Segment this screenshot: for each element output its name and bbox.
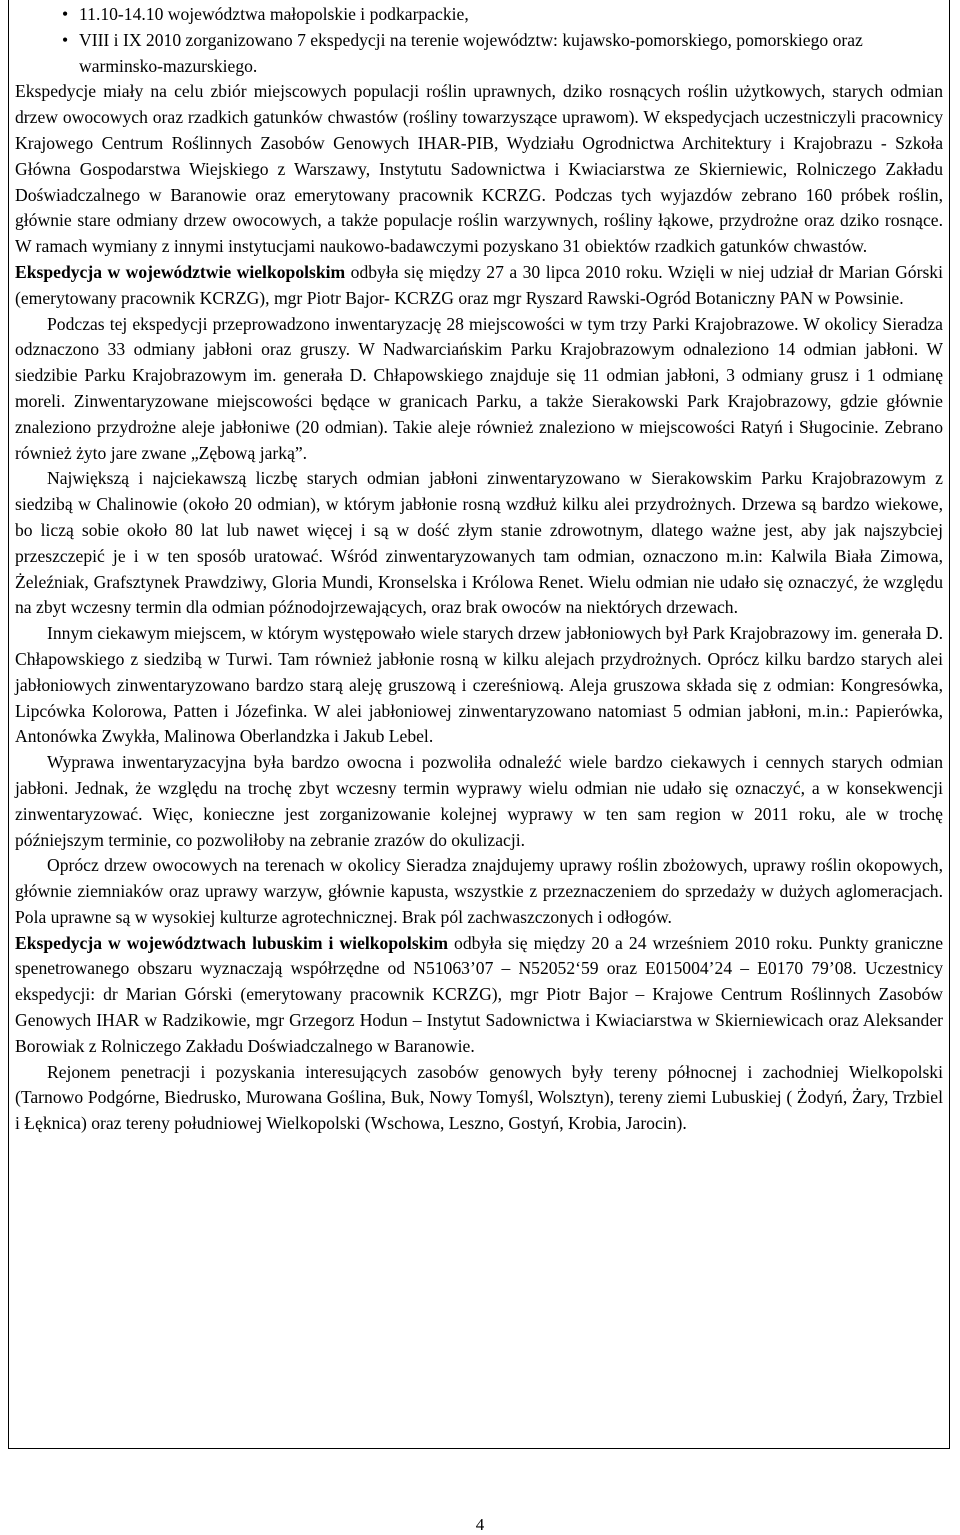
page-number: 4 (475, 1515, 485, 1534)
document-body (15, 2, 943, 1137)
paragraph-inventory: Podczas tej ekspedycji przeprowadzono inwentaryzację 28 miejscowości w tym trzy Parki Krajobrazowe. W okolicy Sieradza odznaczono 33 odmiany jabłoni oraz gruszy. W Nadwarciańskim Parku Krajobrazowym odnaleziono 14 odmian jabłoni. W siedzibie Parku Krajobrazowym im. generała D. Chłapowskiego znajduje się 11 odmian jabłoni, 3 odmiany grusz i 1 odmianę moreli. Zinwentaryzowane miejscowości będące w granicach Parku, a także Sierakowski Park Krajobrazowy, gdzie głównie znaleziono przydrożne aleje jabłoniwe (20 odmian). Takie aleje również znaleziono w miejscowości Ratyń i Sługocinie. Zebrano również żyto jare zwane „Zębową jarką”. (15, 313, 943, 463)
bullet-list (15, 2, 943, 79)
list-item: • 11.10-14.10 województwa małopolskie i podkarpackie, (79, 2, 943, 28)
paragraph-sierakowski-park: Największą i najciekawszą liczbę starych odmian jabłoni zinwentaryzowano w Sierakowskim Parku Krajobrazowym z siedzibą w Chalinowie (około 20 odmian), w którym jabłonie rosną wzdłuż kilku alei przydrożnych. Drzewa są bardzo wiekowe, bo liczą sobie około 80 lat lub nawet więcej i są w dość złym stanie zdrowotnym, dlatego ważne jest, aby jak najszybciej przeszczepić je i w ten sposób uratować. Wśród zinwentaryzowanych tam odmian, oznaczono m.in: Kalwila Biała Zimowa, Żeleźniak, Grafsztynek Prawdziwy, Gloria Mundi, Kronselska i Królowa Renet. Wielu odmian nie udało się oznaczyć, że względu na zbyt wczesny termin dla odmian późnodojrzewających, oraz brak owoców na niektórych drzewach. (15, 468, 943, 618)
paragraph-wielkopolska-expedition: Ekspedycja w województwie wielkopolskim odbyła się między 27 a 30 lipca 2010 roku. Wzięli w niej udział dr Marian Górski (emerytowany pracownik KCRZG), mgr Piotr Bajor- KCRZG oraz mgr Ryszard Rawski-Ogród Botaniczny PAN w Powsinie. (15, 261, 943, 308)
paragraph-turew-park: Innym ciekawym miejscem, w którym występowało wiele starych drzew jabłoniowych był Park Krajobrazowy im. generała D. Chłapowskiego z siedzibą w Turwi. Tam również jabłonie rosną w kilku alejach przydrożnych. Oprócz kilku bardzo starych alei jabłoniowych zinwentaryzowano bardzo starą aleję gruszową i czereśniową. Aleja gruszowa składa się z odmian: Kongresówka, Lipcówka Kolorowa, Patten i Józefinka. W alei jabłoniowej zinwentaryzowano natomiast 5 odmian jabłoni, m.in.: Papierówka, Antonówka Zwykła, Malinowa Oberlandzka i Jakub Lebel. (15, 623, 943, 747)
paragraph-crops: Oprócz drzew owocowych na terenach w okolicy Sieradza znajdujemy uprawy roślin zbożowych, uprawy roślin okopowych, głównie ziemniaków oraz uprawy warzyw, głównie kapusta, wszystkie z przeznaczeniem do sprzedaży w dużych aglomeracjach. Pola uprawne są w wysokiej kulturze agrotechnicznej. Brak pól zachwaszczonych i odłogów. (15, 855, 943, 927)
list-item: • VIII i IX 2010 zorganizowano 7 ekspedycji na terenie województw: kujawsko-pomorskiego, pomorskiego oraz warminsko-mazurskiego. (79, 28, 943, 80)
paragraph-summary: Wyprawa inwentaryzacyjna była bardzo owocna i pozwoliła odnaleźć wiele bardzo ciekawych i cennych starych odmian jabłoni. Jednak, że względu na trochę zbyt wczesny termin wyprawy wielu odmian nie udało się oznaczyć, a w konsekwencji zinwentaryzować. Więc, konieczne jest zorganizowanie kolejnej wyprawy w ten sam region w 2011 roku, ale w trochę późniejszym terminie, co pozwoliłoby na zebranie zrazów do okulizacji. (15, 752, 943, 850)
bold-heading: Ekspedycja w województwie wielkopolskim (15, 261, 346, 282)
paragraph-lubuskie-expedition: Ekspedycja w województwach lubuskim i wielkopolskim odbyła się między 20 a 24 wrześniem 2010 roku. Punkty graniczne spenetrowanego obszaru wyznaczają współrzędne od N51063’07 – N52052‘59 oraz E015004’24 – E0170 79’08. Uczestnicy ekspedycji: dr Marian Górski (emerytowany pracownik KCRZG), mgr Piotr Bajor – Krajowe Centrum Roślinnych Zasobów Genowych IHAR w Radzikowie, mgr Grzegorz Hodun – Instytut Sadownictwa i Kwiaciarstwa w Skierniewicach oraz Aleksander Borowiak z Rolniczego Zakładu Doświadczalnego w Baranowie. (15, 932, 944, 1056)
paragraph-goals: Ekspedycje miały na celu zbiór miejscowych populacji roślin uprawnych, dziko rosnących roślin użytkowych, starych odmian drzew owocowych oraz rzadkich gatunków chwastów (rośliny towarzyszące uprawom). W ekspedycjach uczestniczyli pracownicy Krajowego Centrum Roślinnych Zasobów Genowych IHAR-PIB, Wydziału Ogrodnictwa Architektury i Krajobrazu - Szkoła Główna Gospodarstwa Wiejskiego z Warszawy, Instytutu Sadownictwa i Kwiaciarstwa ze Skierniewic, Rolniczego Zakładu Doświadczalnego w Baranowie oraz emerytowany pracownik KCRZG. Podczas tych wyjazdów zebrano 160 próbek roślin, głównie stare odmiany drzew owocowych, a także populacje roślin warzywnych, rośliny łąkowe, przydrożne oraz dziko rosnące. W ramach wymiany z innymi instytucjami naukowo-badawczymi pozyskano 31 obiektów rzadkich gatunków chwastów. (15, 81, 943, 257)
bold-heading: Ekspedycja w województwach lubuskim i wielkopolskim (15, 932, 448, 953)
paragraph-region: Rejonem penetracji i pozyskania interesujących zasobów genowych były tereny północnej i zachodniej Wielkopolski (Tarnowo Podgórne, Biedrusko, Murowana Goślina, Buk, Nowy Tomyśl, Wolsztyn), tereny ziemi Lubuskiej ( Żodyń, Żary, Trzbiel i Łęknica) oraz tereny południowej Wielkopolski (Wschowa, Leszno, Gostyń, Krobia, Jarocin). (15, 1061, 943, 1134)
